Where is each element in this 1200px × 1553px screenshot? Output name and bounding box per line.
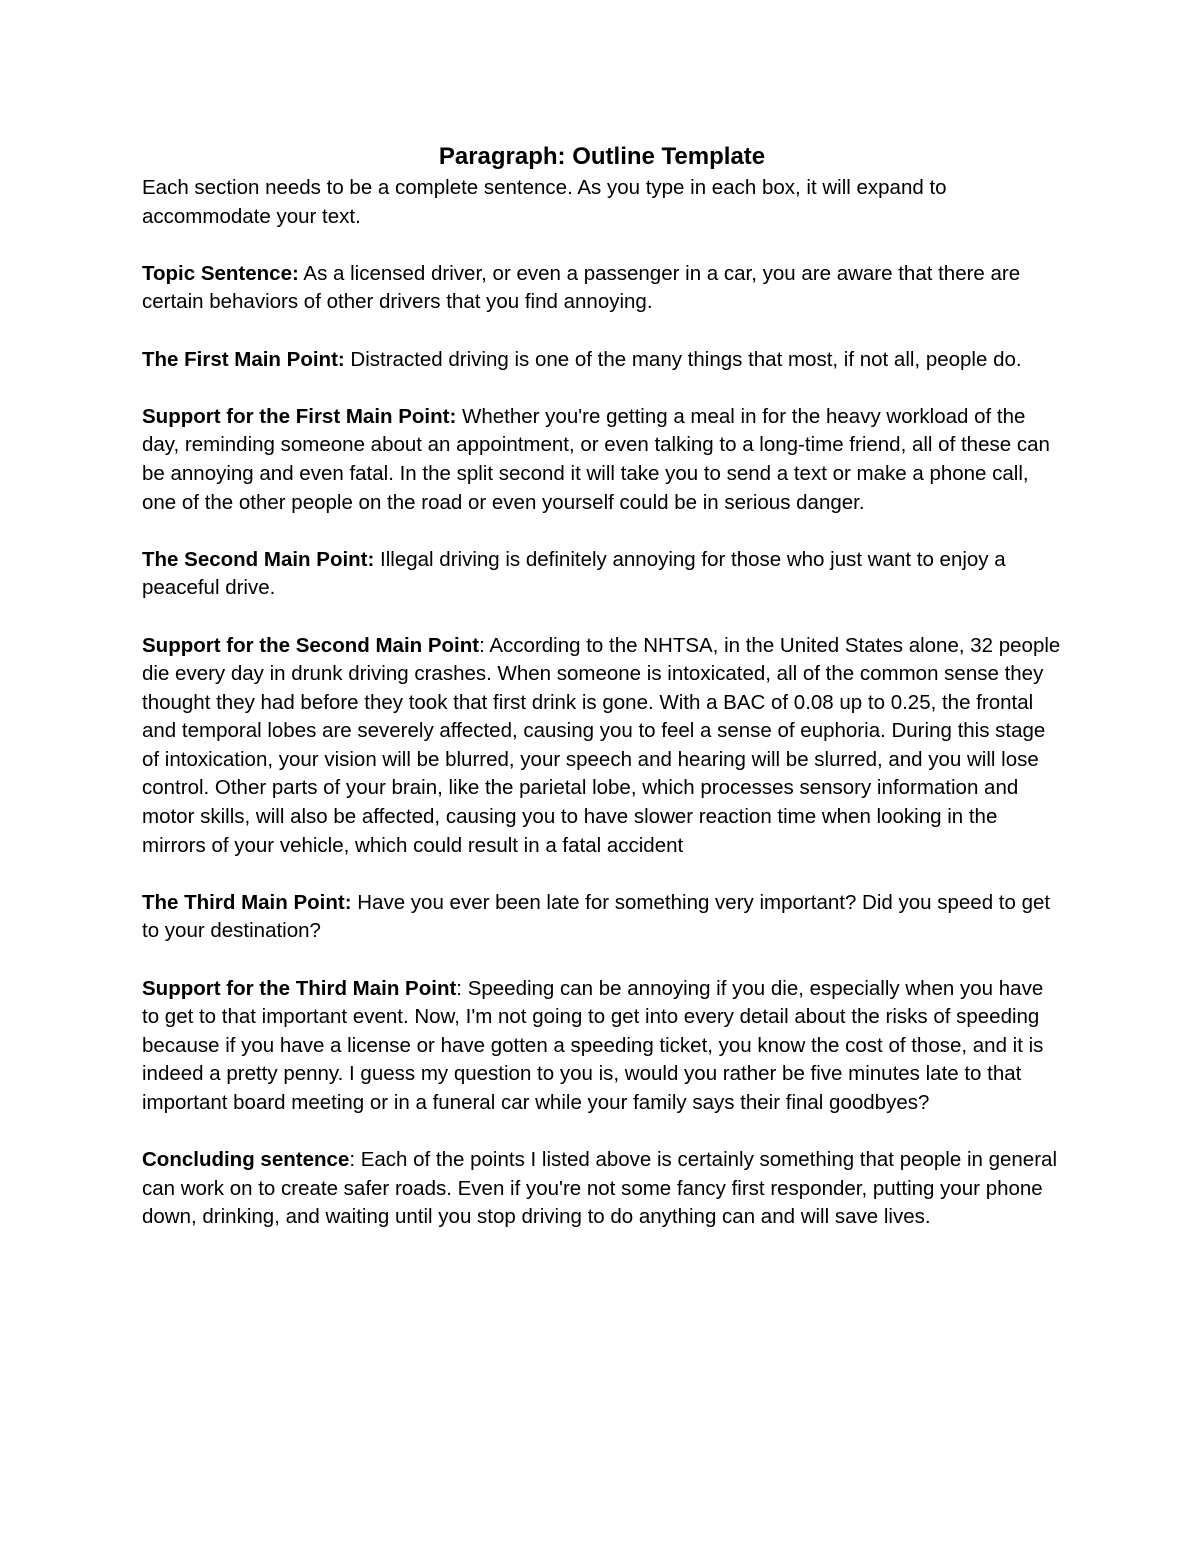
section-second-main-point: [142, 546, 1062, 603]
section-label: The Second Main Point:: [142, 547, 375, 571]
section-topic-sentence: [142, 260, 1062, 317]
section-text: Distracted driving is one of the many things that most, if not all, people do.: [344, 347, 1022, 371]
section-text: : Speeding can be annoying if you die, especially when you have to get to that important event. Now, I'm not going to get into every detail about the risks of speeding because if you have a license or have gotten a speeding ticket, you know the cost of those, and it is indeed a pretty penny. I guess my question to you is, would you rather be five minutes late to that important board meeting or in a funeral car while your family says their final goodbyes?: [142, 976, 1044, 1114]
section-text: : Each of the points I listed above is certainly something that people in general can work on to create safer roads. Even if you're not some fancy first responder, putting your phone down, drinking, and waiting until you stop driving to do anything can and will save lives.: [142, 1148, 1057, 1229]
section-support-third-main-point: [142, 975, 1062, 1118]
page-title: Paragraph: Outline Template: [438, 143, 766, 170]
section-text: Have you ever been late for something very important? Did you speed to get to your destination?: [142, 890, 1051, 943]
section-text: : According to the NHTSA, in the United States alone, 32 people die every day in drunk driving crashes. When someone is intoxicated, all of the common sense they thought they had before they took that first drink is gone. With a BAC of 0.08 up to 0.25, the frontal and temporal lobes are severely affected, causing you to feel a sense of euphoria. During this stage of intoxication, your vision will be blurred, your speech and hearing will be slurred, and you will lose control. Other parts of your brain, like the parietal lobe, which processes sensory information and motor skills, will also be affected, causing you to have slower reaction time when looking in the mirrors of your vehicle, which could result in a fatal accident: [142, 633, 1061, 857]
section-label: The First Main Point:: [142, 347, 345, 371]
section-concluding-sentence: [142, 1146, 1062, 1232]
intro-text: Each section needs to be a complete sentence. As you type in each box, it will expand to accommodate your text.: [142, 176, 947, 228]
section-text: As a licensed driver, or even a passenger in a car, you are aware that there are certain behaviors of other drivers that you find annoying.: [142, 261, 1021, 314]
section-third-main-point: [142, 889, 1062, 946]
section-support-first-main-point: [142, 403, 1062, 517]
section-label: Support for the Third Main Point: [142, 976, 457, 1000]
section-first-main-point: [142, 346, 1062, 375]
section-label: The Third Main Point:: [142, 890, 352, 914]
section-support-second-main-point: [142, 632, 1062, 861]
section-label: Support for the Second Main Point: [142, 633, 480, 657]
section-label: Concluding sentence: [142, 1148, 350, 1172]
section-label: Support for the First Main Point:: [142, 404, 457, 428]
section-text: Whether you're getting a meal in for the heavy workload of the day, reminding someone about an appointment, or even talking to a long-time friend, all of these can be annoying and even fatal. In the split second it will take you to send a text or make a phone call, one of the other people on the road or even yourself could be in serious danger.: [142, 404, 1050, 514]
section-label: Topic Sentence:: [142, 261, 299, 285]
document-page: [142, 140, 1062, 1261]
section-text: Illegal driving is definitely annoying for those who just want to enjoy a peaceful drive.: [142, 547, 1006, 600]
